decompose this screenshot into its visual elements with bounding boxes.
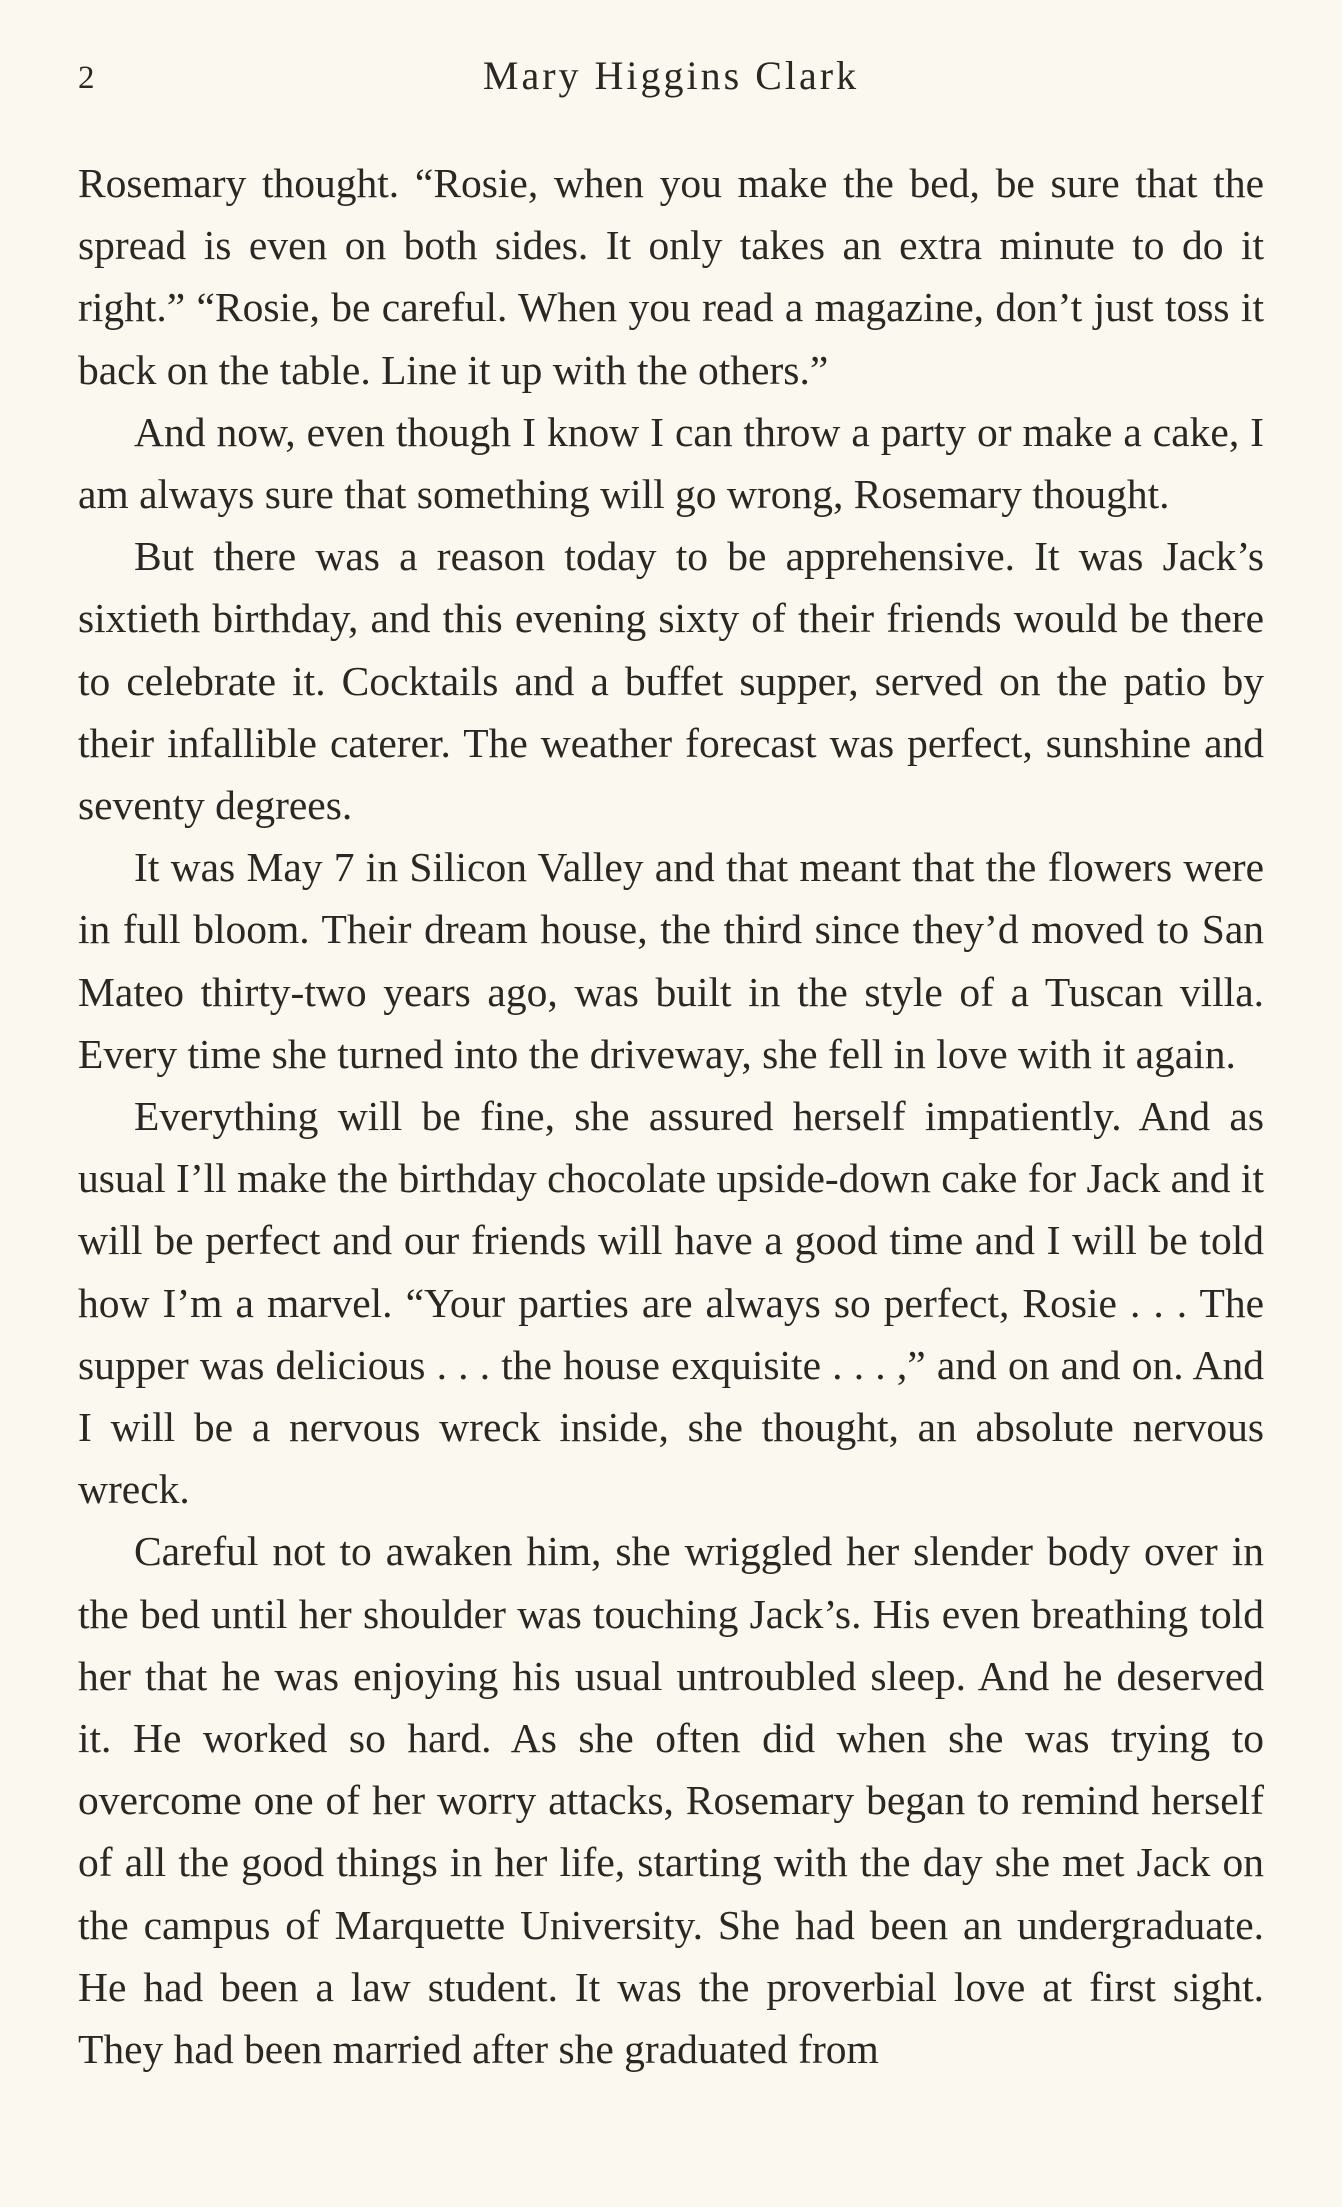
page-number: 2 — [78, 60, 95, 96]
paragraph-continued: Rosemary thought. “Rosie, when you make the bed, be sure that the spread is even on both sides. It only takes an extra minute to do it right.” “Rosie, be careful. When you read a magazine, don’t just toss it back on the table. Line it up with the others.” — [78, 160, 1264, 393]
body-text — [78, 152, 1264, 2080]
paragraph: But there was a reason today to be apprehensive. It was Jack’s sixtieth birthday, and this evening sixty of their friends would be there to celebrate it. Cocktails and a buffet supper, served on the patio by their infallible caterer. The weather forecast was perfect, sunshine and seventy degrees. — [78, 533, 1264, 829]
paragraph: Everything will be fine, she assured herself impatiently. And as usual I’ll make the birthday chocolate upside-down cake for Jack and it will be perfect and our friends will have a good time and I will be told how I’m a marvel. “Your parties are always so perfect, Rosie . . . The supper was delicious . . . the house exquisite . . . ,” and on and on. And I will be a nervous wreck inside, she thought, an absolute nervous wreck. — [78, 1093, 1264, 1513]
paragraph: It was May 7 in Silicon Valley and that meant that the flowers were in full bloom. Their dream house, the third since they’d moved to San Mateo thirty-two years ago, was built in the style of a Tuscan villa. Every time she turned into the driveway, she fell in love with it again. — [78, 844, 1264, 1077]
running-head — [78, 52, 1264, 102]
running-title: Mary Higgins Clark — [482, 53, 860, 98]
paragraph: And now, even though I know I can throw a party or make a cake, I am always sure that something will go wrong, Rosemary thought. — [78, 408, 1264, 518]
paragraph: Careful not to awaken him, she wriggled her slender body over in the bed until her shoulder was touching Jack’s. His even breathing told her that he was enjoying his usual untroubled sleep. And he deserved it. He worked so hard. As she often did when she was trying to overcome one of her worry attacks, Rosemary began to remind herself of all the good things in her life, starting with the day she met Jack on the campus of Marquette University. She had been an undergraduate. He had been a law student. It was the proverbial love at first sight. They had been married after she graduated from — [78, 1528, 1264, 2073]
